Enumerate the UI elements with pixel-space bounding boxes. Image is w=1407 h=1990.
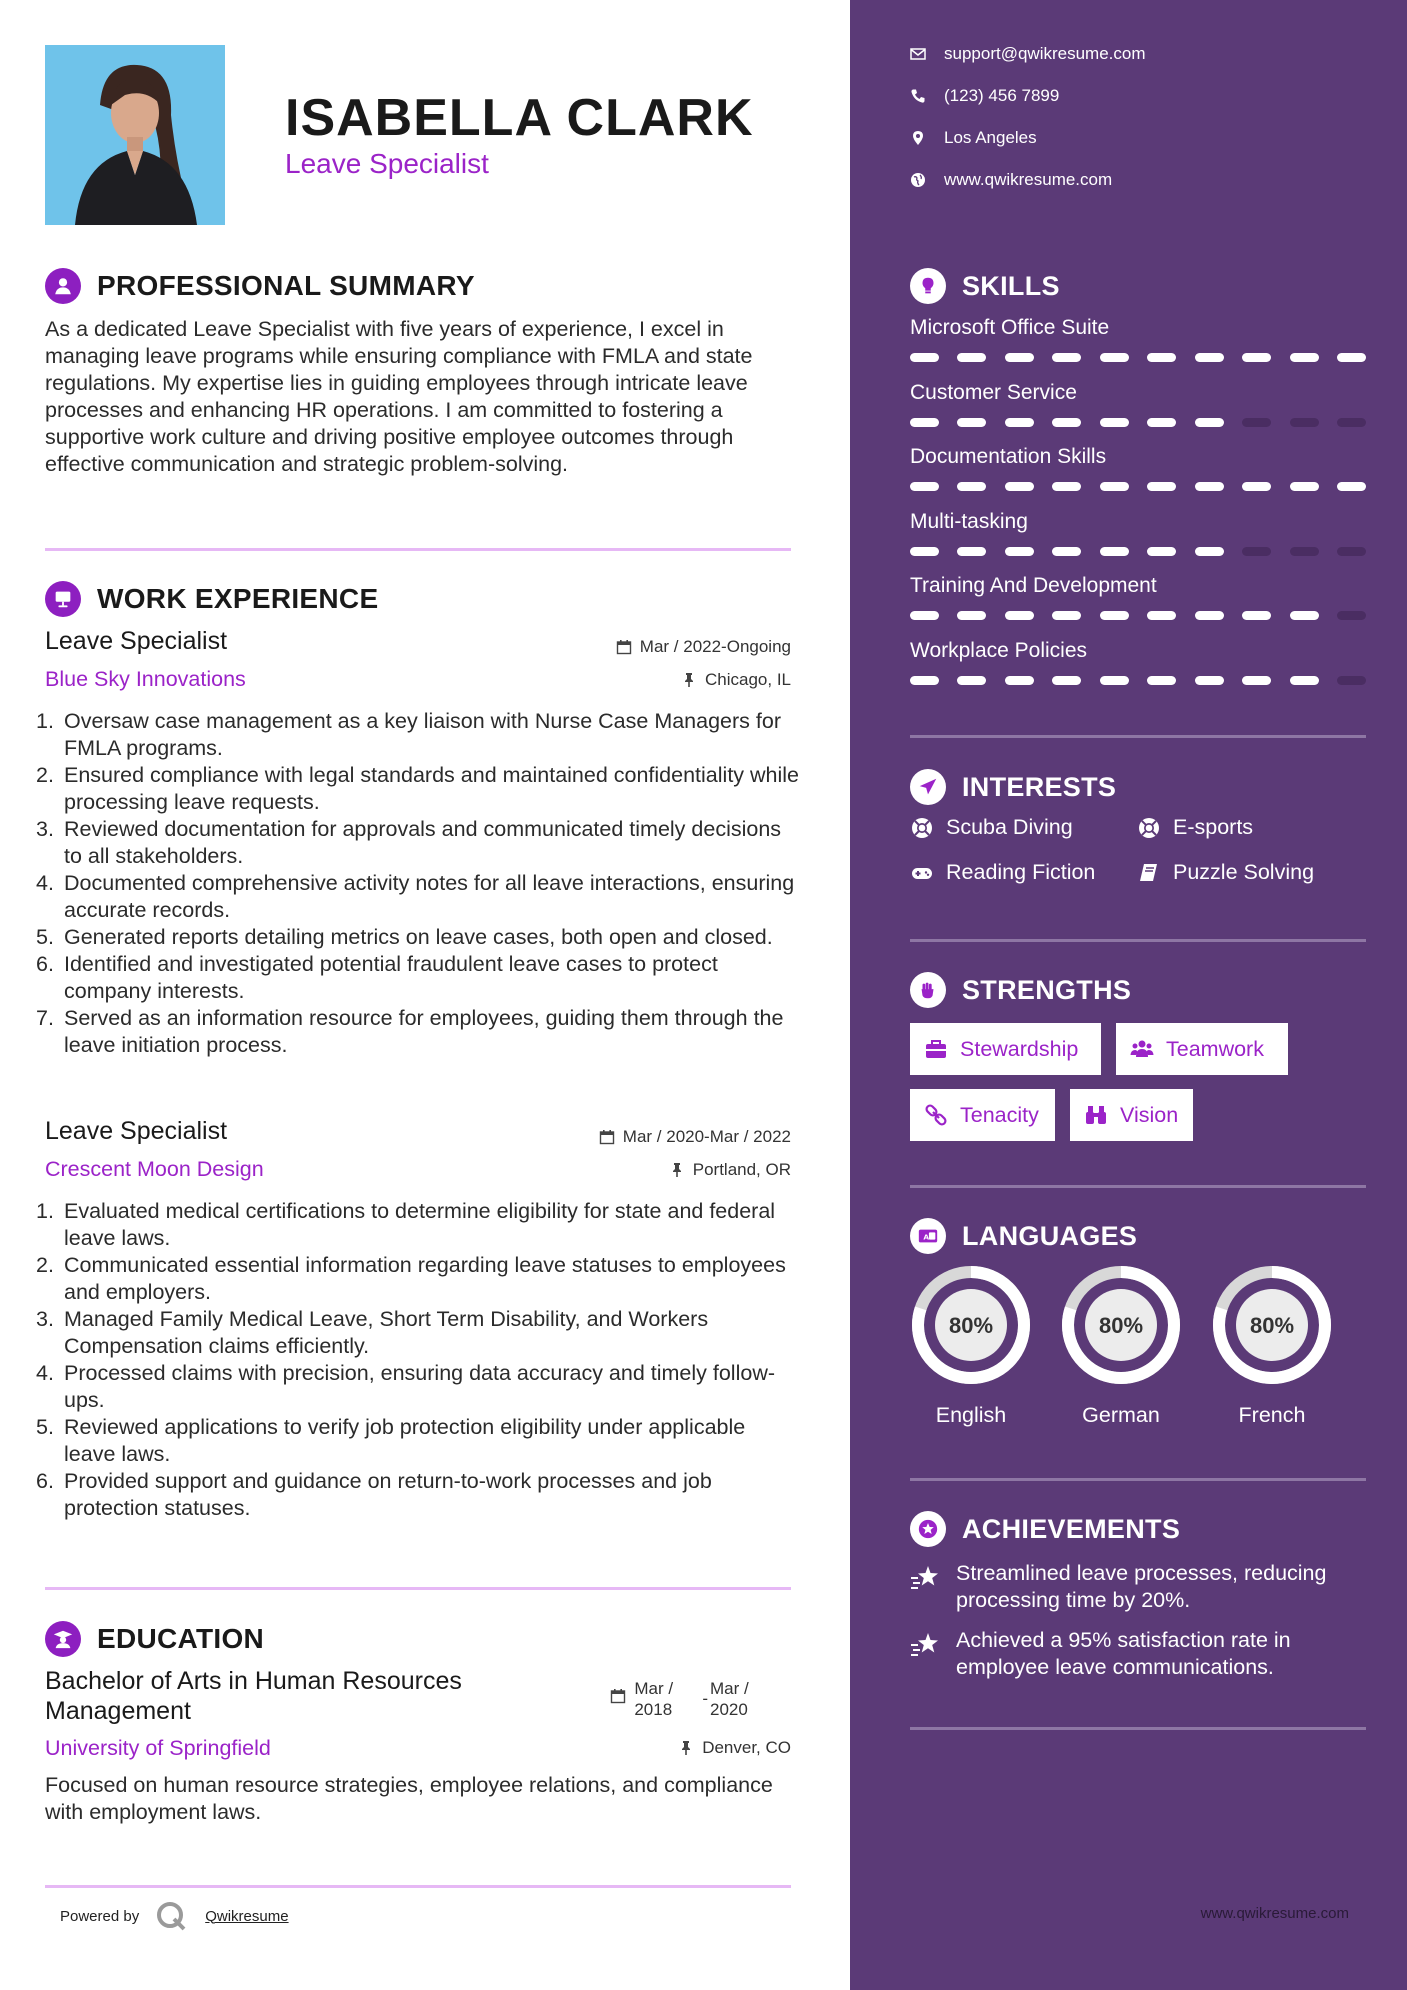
achievement-item: [910, 1627, 1370, 1681]
achievement-item: [910, 1560, 1370, 1614]
strength-chip: [910, 1089, 1055, 1141]
star-badge-icon: [910, 1511, 946, 1547]
job-title: Leave Specialist: [45, 1117, 228, 1145]
date-separator: -: [702, 1689, 708, 1708]
skill-level-segment: [1290, 547, 1319, 556]
language-name: English: [935, 1403, 1007, 1427]
skill-level-segment: [1290, 676, 1319, 685]
skill-level-segment: [1100, 353, 1129, 362]
qwikresume-logo-icon: [155, 1900, 187, 1932]
education-title: EDUCATION: [97, 1623, 265, 1654]
section-divider: [45, 1587, 791, 1590]
education-end: Mar / 2020: [710, 1679, 749, 1719]
strength-chip: [910, 1023, 1101, 1075]
skills-title: SKILLS: [962, 270, 1060, 301]
summary-text: As a dedicated Leave Specialist with five years of experience, I excel in managing leave programs while ensuring compliance with FMLA and state regulations. My expertise lies in guiding employees through intricate leave processes and enhancing HR operations. I am committed to fostering a supportive work culture and driving positive employee outcomes through effective communication and strategic problem-solving.: [45, 317, 753, 476]
list-item: 4. Processed claims with precision, ensuring data accuracy and timely follow-ups.: [36, 1361, 776, 1412]
interest-label: Scuba Diving: [946, 815, 1073, 839]
interest-label: Reading Fiction: [946, 860, 1096, 884]
skill-name: Documentation Skills: [910, 445, 1107, 468]
candidate-name: ISABELLA CLARK: [285, 89, 754, 147]
skill-level-segment: [1005, 353, 1034, 362]
skill-level-bar: [910, 676, 1366, 686]
interest-item: [1137, 815, 1253, 840]
contact-location: [910, 128, 1037, 148]
skill-level-segment: [1242, 482, 1271, 491]
job-company: Blue Sky Innovations: [45, 667, 246, 691]
skill-level-segment: [1195, 547, 1224, 556]
skills-heading: [910, 268, 1060, 304]
list-item: 3. Reviewed documentation for approvals and communicated timely decisions to all stakeholders.: [36, 817, 782, 868]
education-dates: [610, 1678, 760, 1720]
skill-level-segment: [1100, 482, 1129, 491]
sidebar-divider: [910, 1727, 1366, 1730]
svg-text:A: A: [923, 1232, 930, 1242]
strengths-title: STRENGTHS: [962, 974, 1132, 1005]
skill-level-segment: [957, 547, 986, 556]
achievements-title: ACHIEVEMENTS: [962, 1513, 1181, 1544]
lifebuoy-icon: [1137, 816, 1161, 840]
list-item: 4. Documented comprehensive activity notes for all leave interactions, ensuring accurate records.: [36, 871, 795, 922]
achievement-text: Streamlined leave processes, reducing processing time by 20%.: [956, 1561, 1327, 1612]
candidate-role: Leave Specialist: [285, 148, 489, 179]
languages-heading: [910, 1218, 1137, 1254]
strength-label: Teamwork: [1166, 1036, 1264, 1061]
skill-level-segment: [1195, 353, 1224, 362]
interests-title: INTERESTS: [962, 771, 1117, 802]
list-item: 5. Reviewed applications to verify job protection eligibility under applicable leave laws.: [36, 1415, 746, 1466]
presentation-icon: [45, 581, 81, 617]
skill-level-segment: [1052, 353, 1081, 362]
list-item: 7. Served as an information resource for employees, guiding them through the leave initiation process.: [36, 1006, 784, 1057]
skill-level-segment: [1242, 353, 1271, 362]
education-start: Mar / 2018: [634, 1679, 674, 1719]
job-location-text: Portland, OR: [692, 1160, 791, 1179]
skill-level-segment: [910, 482, 939, 491]
language-percent: 80%: [1249, 1313, 1295, 1338]
skill-name: Workplace Policies: [910, 638, 1088, 662]
interest-label: Puzzle Solving: [1173, 860, 1315, 884]
email-text[interactable]: support@qwikresume.com: [944, 44, 1146, 63]
experience-heading: [45, 581, 378, 617]
contact-email: [910, 44, 1146, 64]
calendar-icon: [599, 1129, 615, 1145]
language-item: [1060, 1264, 1182, 1428]
skill-level-segment: [1052, 676, 1081, 685]
job-dates-text: Mar / 2020-Mar / 2022: [622, 1127, 791, 1146]
skill-level-segment: [957, 482, 986, 491]
skill-level-segment: [1242, 611, 1271, 620]
location-text: Los Angeles: [944, 128, 1037, 147]
skill-level-segment: [1052, 418, 1081, 427]
list-item: 2. Ensured compliance with legal standards and maintained confidentiality while processing leave requests.: [36, 763, 800, 814]
pin-icon: [681, 672, 697, 688]
interests-heading: [910, 769, 1116, 805]
language-progress-ring: [1211, 1264, 1333, 1386]
contact-website: [910, 170, 1112, 190]
skill-level-segment: [1290, 353, 1319, 362]
skill-level-bar: [910, 353, 1366, 363]
website-text[interactable]: www.qwikresume.com: [944, 170, 1113, 189]
education-location: [678, 1738, 791, 1758]
skill-level-segment: [1195, 418, 1224, 427]
skill-level-segment: [910, 418, 939, 427]
job-dates: [616, 637, 791, 657]
powered-by-label: Powered by: [60, 1907, 140, 1925]
skill-level-segment: [1005, 611, 1034, 620]
skill-level-segment: [1005, 418, 1034, 427]
envelope-icon: [910, 46, 926, 62]
list-item: 1. Oversaw case management as a key liaison with Nurse Case Managers for FMLA programs.: [36, 709, 781, 760]
link-icon: [924, 1103, 948, 1127]
language-percent: 80%: [948, 1313, 994, 1338]
skill-name: Microsoft Office Suite: [910, 316, 1110, 339]
list-item: 6. Identified and investigated potential fraudulent leave cases to protect company interests.: [36, 952, 718, 1003]
sidebar-divider: [910, 939, 1366, 942]
skill-level-segment: [1052, 482, 1081, 491]
skill-level-segment: [1147, 353, 1176, 362]
pin-icon: [669, 1162, 685, 1178]
strength-label: Vision: [1120, 1102, 1179, 1127]
skill-level-segment: [1290, 418, 1319, 427]
education-location-text: Denver, CO: [702, 1738, 791, 1757]
contact-phone: [910, 86, 1059, 106]
lifebuoy-icon: [910, 816, 934, 840]
skill-level-segment: [1195, 611, 1224, 620]
job-dates-text: Mar / 2022-Ongoing: [639, 637, 791, 656]
experience-title: WORK EXPERIENCE: [97, 583, 379, 614]
strength-label: Tenacity: [960, 1102, 1039, 1127]
interest-label: E-sports: [1173, 815, 1254, 839]
skill-level-segment: [910, 547, 939, 556]
skill-level-bar: [910, 418, 1366, 428]
skill-level-segment: [1147, 482, 1176, 491]
footer-powered-by: [60, 1900, 289, 1932]
gamepad-icon: [910, 861, 934, 885]
skill-level-segment: [1290, 611, 1319, 620]
skill-level-segment: [957, 676, 986, 685]
skill-level-segment: [1337, 418, 1366, 427]
map-pin-icon: [910, 130, 926, 146]
qwikresume-link[interactable]: Qwikresume: [205, 1907, 289, 1925]
skill-level-segment: [1147, 418, 1176, 427]
briefcase-icon: [924, 1037, 948, 1061]
skill-level-bar: [910, 547, 1366, 557]
calendar-icon: [610, 1688, 626, 1704]
interest-item: [1137, 860, 1314, 885]
shooting-star-icon: [910, 1564, 940, 1592]
skill-level-segment: [1005, 482, 1034, 491]
skill-level-segment: [1147, 547, 1176, 556]
job-dates: [599, 1127, 791, 1147]
language-percent: 80%: [1098, 1313, 1144, 1338]
interest-item: [910, 815, 1073, 840]
skill-level-segment: [1100, 611, 1129, 620]
skill-level-segment: [1147, 611, 1176, 620]
strength-chip: [1116, 1023, 1288, 1075]
phone-text[interactable]: (123) 456 7899: [944, 86, 1060, 105]
sidebar-divider: [910, 735, 1366, 738]
pin-icon: [678, 1740, 694, 1756]
sidebar-divider: [910, 1478, 1366, 1481]
job-duties-list: [36, 708, 801, 1059]
paper-plane-icon: [910, 769, 946, 805]
language-progress-ring: [1060, 1264, 1182, 1386]
language-name: French: [1238, 1403, 1306, 1427]
skill-level-segment: [1337, 676, 1366, 685]
skill-level-segment: [1052, 547, 1081, 556]
skill-level-segment: [1100, 676, 1129, 685]
binoculars-icon: [1084, 1103, 1108, 1127]
list-item: 2. Communicated essential information regarding leave statuses to employees and employers.: [36, 1253, 786, 1304]
section-divider: [45, 1885, 791, 1888]
skill-name: Multi-tasking: [910, 509, 1028, 533]
shooting-star-icon: [910, 1631, 940, 1659]
skill-level-bar: [910, 482, 1366, 492]
skill-level-segment: [1005, 676, 1034, 685]
skill-level-segment: [1242, 676, 1271, 685]
summary-title: PROFESSIONAL SUMMARY: [97, 270, 475, 301]
language-progress-ring: [910, 1264, 1032, 1386]
skill-level-segment: [957, 611, 986, 620]
footer-site[interactable]: www.qwikresume.com: [1200, 1905, 1349, 1922]
strength-chip: [1070, 1089, 1193, 1141]
skill-level-segment: [910, 676, 939, 685]
skill-level-segment: [957, 418, 986, 427]
skill-level-segment: [957, 353, 986, 362]
achievements-heading: [910, 1511, 1180, 1547]
globe-icon: [910, 172, 926, 188]
skill-level-segment: [1100, 547, 1129, 556]
skill-level-segment: [1005, 547, 1034, 556]
education-description: Focused on human resource strategies, employee relations, and compliance with employment laws.: [45, 1773, 773, 1824]
interest-item: [910, 860, 1095, 885]
section-divider: [45, 548, 791, 551]
skill-level-segment: [910, 353, 939, 362]
translate-icon: [910, 1218, 946, 1254]
skill-level-bar: [910, 611, 1366, 621]
skill-level-segment: [1052, 611, 1081, 620]
book-icon: [1137, 861, 1161, 885]
skill-level-segment: [1337, 611, 1366, 620]
skill-level-segment: [910, 611, 939, 620]
lightbulb-icon: [910, 268, 946, 304]
graduate-icon: [45, 1621, 81, 1657]
list-item: 3. Managed Family Medical Leave, Short Term Disability, and Workers Compensation claims efficiently.: [36, 1307, 709, 1358]
strengths-heading: [910, 972, 1131, 1008]
skill-level-segment: [1195, 482, 1224, 491]
sidebar-column: [850, 0, 1407, 1990]
skill-name: Training And Development: [910, 574, 1157, 597]
sidebar-divider: [910, 1185, 1366, 1188]
job-title: Leave Specialist: [45, 627, 228, 655]
skill-level-segment: [1195, 676, 1224, 685]
job-location-text: Chicago, IL: [705, 670, 791, 689]
languages-title: LANGUAGES: [962, 1220, 1138, 1251]
skill-level-segment: [1242, 547, 1271, 556]
user-icon: [45, 268, 81, 304]
school-name: University of Springfield: [45, 1736, 271, 1760]
summary-heading: [45, 268, 475, 304]
skill-level-segment: [1147, 676, 1176, 685]
skill-name: Customer Service: [910, 380, 1077, 404]
degree-title: Bachelor of Arts in Human Resources Management: [45, 1667, 462, 1725]
list-item: 6. Provided support and guidance on return-to-work processes and job protection statuses.: [36, 1469, 712, 1520]
job-company: Crescent Moon Design: [45, 1157, 264, 1181]
calendar-icon: [616, 639, 632, 655]
strength-label: Stewardship: [960, 1036, 1079, 1061]
job-location: [681, 670, 791, 690]
fist-icon: [910, 972, 946, 1008]
achievement-text: Achieved a 95% satisfaction rate in employee leave communications.: [956, 1628, 1291, 1679]
skill-level-segment: [1100, 418, 1129, 427]
job-duties-list: [36, 1198, 801, 1522]
skill-level-segment: [1337, 547, 1366, 556]
list-item: 1. Evaluated medical certifications to determine eligibility for state and federal leave laws.: [36, 1199, 776, 1250]
language-name: German: [1082, 1403, 1160, 1427]
portrait-image: [45, 45, 225, 225]
profile-photo: [45, 45, 225, 225]
skill-level-segment: [1337, 353, 1366, 362]
skill-level-segment: [1337, 482, 1366, 491]
education-heading: [45, 1621, 264, 1657]
language-item: [910, 1264, 1032, 1428]
skill-level-segment: [1242, 418, 1271, 427]
job-location: [669, 1160, 791, 1180]
language-item: [1211, 1264, 1333, 1428]
users-icon: [1130, 1037, 1154, 1061]
list-item: 5. Generated reports detailing metrics on leave cases, both open and closed.: [36, 925, 773, 949]
skill-level-segment: [1290, 482, 1319, 491]
phone-icon: [910, 88, 926, 104]
